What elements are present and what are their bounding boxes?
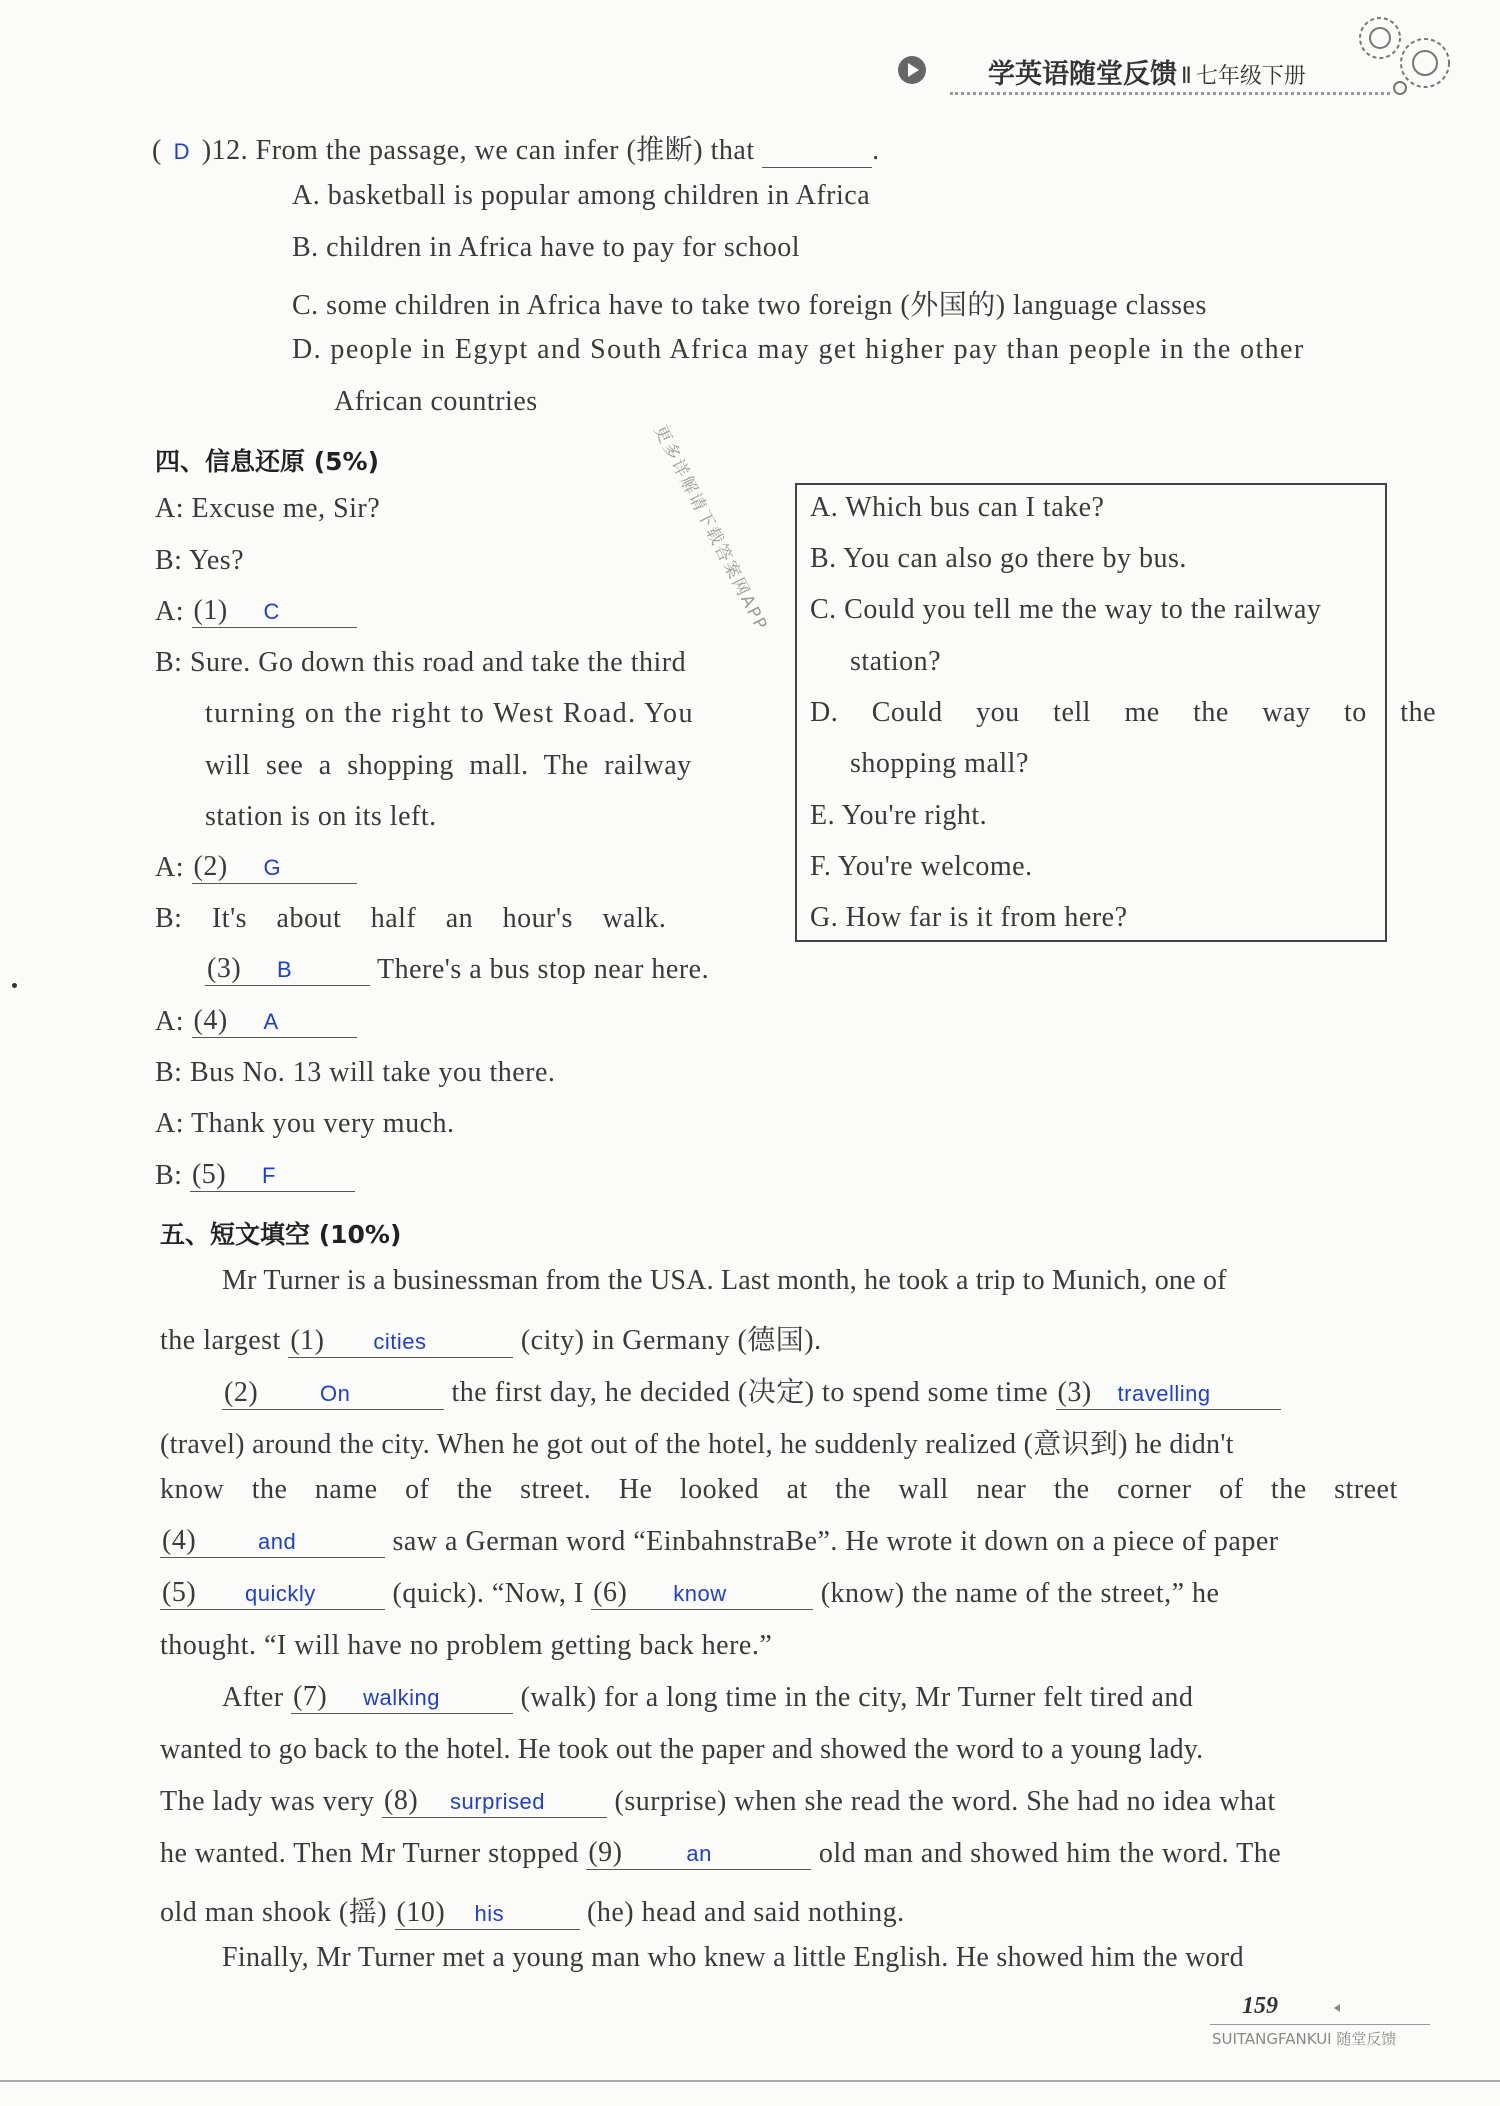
bottom-rule [0, 2080, 1500, 2082]
blank-p10[interactable]: (10) his [395, 1899, 580, 1930]
dialog-line: station is on its left. [205, 801, 437, 832]
passage-line: The lady was very (8) surprised (surprise) when she read the word. She had no idea what [160, 1785, 1276, 1817]
dialog-line: (3) B There's a bus stop near here. [207, 953, 710, 985]
blank-2[interactable]: (2) G [192, 853, 357, 884]
q12-option-a: A. basketball is popular among children in Africa [292, 180, 871, 211]
option-d: D. Could you tell me the way to the [810, 697, 1436, 728]
blank-p4[interactable]: (4) and [160, 1527, 385, 1558]
blank-p8[interactable]: (8) surprised [382, 1787, 607, 1818]
passage-line: thought. “I will have no problem getting back here.” [160, 1630, 773, 1661]
passage-line: the largest (1) cities (city) in Germany (德国). [160, 1325, 822, 1356]
flower-decoration-icon [1345, 8, 1465, 108]
passage-line: he wanted. Then Mr Turner stopped (9) an old man and showed him the word. The [160, 1837, 1282, 1869]
q12-blank[interactable] [762, 137, 872, 168]
passage-line: (4) and saw a German word “EinbahnstraBe”. He wrote it down on a piece of paper [162, 1525, 1279, 1557]
blank-p5[interactable]: (5) quickly [160, 1579, 385, 1610]
passage-line: (2) On the first day, he decided (决定) to spend some time (3) travelling [222, 1370, 1281, 1410]
q12-option-c: C. some children in Africa have to take two foreign (外国的) language classes [292, 290, 1207, 321]
dialog-line: B: (5) F [155, 1160, 355, 1192]
passage-line: After (7) walking (walk) for a long time in the city, Mr Turner felt tired and [222, 1681, 1194, 1713]
passage-line: wanted to go back to the hotel. He took out the paper and showed the word to a young lady. [160, 1734, 1204, 1765]
blank-5[interactable]: (5) F [190, 1161, 355, 1192]
q12-line: ( D )12. From the passage, we can infer (推断) that . [152, 135, 880, 166]
dialog-line: A: (4) A [155, 1006, 357, 1038]
q12-option-d-cont: African countries [334, 386, 538, 417]
passage-line: old man shook (摇) (10) his (he) head and said nothing. [160, 1897, 905, 1928]
blank-p3[interactable]: (3) travelling [1056, 1379, 1281, 1410]
header-title: 学英语随堂反馈 Ⅱ 七年级下册 [988, 59, 1306, 90]
dialog-line: A: Thank you very much. [155, 1108, 455, 1139]
section5-title: 五、短文填空 (10%) [160, 1220, 402, 1249]
blank-p1[interactable]: (1) cities [288, 1327, 513, 1358]
dialog-line: A: (2) G [155, 852, 357, 884]
option-f: F. You're welcome. [810, 851, 1033, 882]
option-g: G. How far is it from here? [810, 902, 1128, 933]
option-e: E. You're right. [810, 800, 988, 831]
passage-line: know the name of the street. He looked at the wall near the corner of the street [160, 1474, 1398, 1505]
footer-label: SUITANGFANKUI 随堂反馈 [1212, 2030, 1397, 2048]
option-a: A. Which bus can I take? [810, 492, 1105, 523]
dialog-line: A: Excuse me, Sir? [155, 493, 381, 524]
dialog-line: A: (1) C [155, 596, 357, 628]
passage-line: (5) quickly (quick). “Now, I (6) know (know) the name of the street,” he [162, 1577, 1220, 1609]
option-b: B. You can also go there by bus. [810, 543, 1187, 574]
blank-p7[interactable]: (7) walking [291, 1683, 513, 1714]
blank-p2[interactable]: (2) On [222, 1379, 444, 1410]
blank-p9[interactable]: (9) an [586, 1839, 811, 1870]
q12-stem: From the passage, we can infer (推断) that [255, 135, 755, 166]
dialog-line: B: Yes? [155, 545, 245, 576]
dialog-line: will see a shopping mall. The railway [205, 750, 692, 781]
option-c: C. Could you tell me the way to the railway [810, 594, 1322, 625]
blank-p6[interactable]: (6) know [591, 1579, 813, 1610]
passage-line: Finally, Mr Turner met a young man who knew a little English. He showed him the word [222, 1942, 1244, 1973]
blank-3[interactable]: (3) B [205, 955, 370, 986]
q12-option-b: B. children in Africa have to pay for school [292, 232, 800, 263]
section4-title: 四、信息还原 (5%) [155, 447, 379, 476]
margin-dot [12, 983, 17, 988]
blank-4[interactable]: (4) A [192, 1007, 357, 1038]
watermark: 更多详解请下载答案网APP [649, 422, 772, 635]
play-icon [898, 56, 926, 84]
passage-line: (travel) around the city. When he got out of the hotel, he suddenly realized (意识到) he didn't [160, 1429, 1234, 1460]
dialog-line: B: Sure. Go down this road and take the third [155, 647, 687, 678]
footer-rule [1210, 2024, 1430, 2025]
dialog-line: B: It's about half an hour's walk. [155, 903, 667, 934]
passage-line: Mr Turner is a businessman from the USA. Last month, he took a trip to Munich, one of [222, 1265, 1227, 1296]
q12-option-d: D. people in Egypt and South Africa may get higher pay than people in the other [292, 334, 1305, 365]
dialog-line: B: Bus No. 13 will take you there. [155, 1057, 556, 1088]
dialog-line: turning on the right to West Road. You [205, 698, 695, 729]
blank-1[interactable]: (1) C [192, 597, 357, 628]
option-d-cont: shopping mall? [850, 748, 1029, 779]
q12-answer: D [173, 139, 191, 164]
option-c-cont: station? [850, 646, 942, 677]
page-number: 159 [1242, 1993, 1278, 2019]
header-rule [950, 92, 1390, 95]
footer-arrow-icon [1334, 2004, 1340, 2012]
